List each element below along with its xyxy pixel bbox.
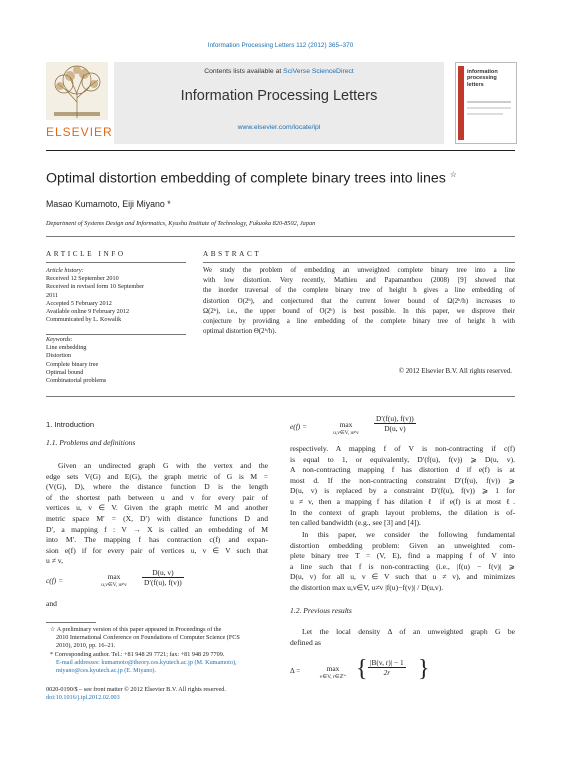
brace-open: { (356, 656, 368, 682)
keyword-item: Combinatorial problems (46, 377, 107, 385)
text-line: defined as (290, 637, 321, 647)
affiliation: Department of Systems Design and Informatics, Kyushu Institute of Technology, Fukuoka 820-8502, Japan (46, 220, 316, 227)
formula-delta-denominator: 2r (383, 668, 391, 677)
definitions-paragraph (290, 444, 515, 529)
abstract-line: Ω(2ʰ), i.e., the upper bound of O(2ʰ) is best possible. In this paper, we disprove their (203, 307, 515, 315)
text-line: (V(G), D), where the distance function D is the length (46, 482, 268, 492)
formula-contraction (46, 570, 268, 596)
history-line: Received 12 September 2010 (46, 275, 119, 283)
copyright: © 2012 Elsevier B.V. All rights reserved. (398, 368, 512, 375)
text-line: ten called bandwidth (e.g., see [3] and [4]). (290, 518, 421, 528)
text-line: plete binary tree T = (V, E), find a mapping f of V into (290, 551, 515, 561)
formula-delta-max: max (326, 664, 340, 673)
text-line: u ≠ v, then a mapping f has dilation ℓ if e(f) is at most ℓ. (290, 496, 515, 506)
text-line: sion e(f) if for every pair of vertices u, v ∈ V such that (46, 545, 268, 555)
header-rule (46, 150, 515, 151)
formula-local-density (290, 654, 515, 688)
keyword-item: Complete binary tree (46, 360, 99, 368)
journal-title: Information Processing Letters (180, 88, 378, 104)
formula-delta-numerator: |B(v, r)| − 1 (370, 658, 404, 667)
history-line: Communicated by L. Kowalik (46, 316, 122, 324)
formula-expansion (290, 414, 515, 442)
footnote-line: ☆ A preliminary version of this paper appeared in Proceedings of the (50, 626, 222, 633)
journal-cover (455, 62, 517, 144)
history-label: Article history: (46, 267, 84, 274)
text-line: is equal to 1, or equivalently, D′(f(u), f(v)) ⩾ D(u, v). (290, 454, 515, 464)
problem-paragraph (290, 530, 515, 594)
elsevier-logo (46, 62, 113, 139)
formula-e-denominator: D(u, v) (384, 424, 406, 433)
abstract-line: optimal distortion Θ(2ʰ/h). (203, 328, 277, 336)
keyword-item: Optimal bound (46, 368, 84, 376)
footnotes (46, 626, 270, 675)
formula-c-sub: u,v∈V, u≠v (101, 582, 127, 588)
text-line: D(u, v) is replaced by a constraint D′(f(u), f(v)) ⩾ 1 for (290, 486, 515, 496)
article-history (46, 267, 191, 324)
formula-c-lhs: c(f) = (46, 576, 64, 585)
text-line: Let the local density Δ of an unweighted graph G be (302, 627, 515, 636)
text-line: D′, a mapping f : V → X is called an embedding of M (46, 524, 268, 534)
title-footnote-star[interactable]: ☆ (449, 170, 457, 179)
footnote-line: 2010), 2010, pp. 16–21. (56, 642, 116, 650)
text-line: a line such that f is non-contracting (i.e., |f(u) − f(v)| ⩾ (290, 561, 515, 571)
text-line: In this paper, we consider the following fundamental (302, 530, 515, 539)
and-text: and (46, 599, 57, 608)
history-line: Accepted 5 February 2012 (46, 299, 112, 307)
text-line: of the shortest path between u and v for every pair of (46, 492, 268, 502)
formula-e-max: max (339, 420, 353, 429)
text-line: respectively. A mapping f of V is non-contracting if c(f) (290, 444, 515, 453)
keywords (46, 336, 191, 385)
formula-delta-lhs: Δ = (290, 666, 301, 675)
abstract-line: conjecture by providing a line embedding of the complete binary tree of height h with (203, 318, 515, 326)
issn-line: 0020-0190/$ – see front matter © 2012 Elsevier B.V. All rights reserved. (46, 686, 226, 693)
text-line: vertices u, v ∈ V. Given the graph metric M and another (46, 503, 268, 513)
abstract-rule (203, 262, 515, 263)
history-line: Available online 9 February 2012 (46, 308, 130, 316)
history-line: Received in revised form 10 September (46, 283, 145, 291)
abstract-line: with low distortion. Very recently, Mathieu and Papamanthou (2008) [9] showed that (203, 277, 515, 285)
keyword-item: Distortion (46, 352, 72, 360)
affiliation-rule (46, 236, 515, 237)
formula-c-numerator: D(u, v) (142, 568, 184, 578)
formula-c-denominator: D′(f(u), f(v)) (144, 578, 182, 587)
intro-paragraph (46, 461, 268, 567)
formula-delta-sub: v∈V, r∈ℤ⁺ (319, 674, 347, 680)
density-paragraph (290, 627, 515, 648)
history-line: 2011 (46, 291, 59, 299)
text-line: In the context of graph layout problems, the dilation is of- (290, 507, 515, 517)
formula-e-numerator: D′(f(u), f(v)) (376, 414, 414, 423)
text-line: edge sets V(G) and E(G), the graph metric of G is M = (46, 471, 268, 481)
abstract-line: We study the problem of embedding an unweighted complete binary tree into a line (203, 267, 515, 274)
text-line: D(u, v) for all u, v ∈ V such that u ≠ v), and minimizes (290, 572, 515, 582)
footnote-line: miyano@ces.kyutech.ac.jp (E. Miyano). (56, 667, 157, 675)
doi-link[interactable]: doi:10.1016/j.ipl.2012.02.003 (46, 694, 120, 701)
section-1-title: 1. Introduction (46, 420, 95, 429)
text-line: A non-contracting mapping f has distortion d if e(f) is at (290, 465, 515, 475)
formula-c-max: max (107, 572, 121, 581)
footnote-rule (46, 622, 96, 623)
article-info-heading: ARTICLE INFO (46, 250, 126, 258)
contents-line: Contents lists available at SciVerse ScienceDirect (204, 68, 354, 75)
abstract-text (203, 266, 515, 337)
elsevier-tree-icon (46, 62, 108, 120)
brace-close: } (418, 656, 430, 682)
sciencedirect-link[interactable]: SciVerse ScienceDirect (283, 68, 354, 75)
keywords-label: Keywords: (46, 336, 73, 343)
body-rule (46, 396, 515, 397)
history-rule (46, 334, 186, 335)
text-line: into M′. The mapping f has contraction c(f) and expan- (46, 535, 268, 545)
footnote-line: * Corresponding author. Tel.: +81 948 29 7721; fax: +81 948 29 7709. (50, 650, 225, 658)
text-line: u ≠ v, (46, 556, 63, 566)
footnote-line: E-mail addresses: kumamoto@theory.ces.kyutech.ac.jp (M. Kumamoto), (56, 658, 237, 666)
article-title: Optimal distortion embedding of complete binary trees into lines ☆ (46, 170, 457, 187)
text-line: most d. If the non-contracting constraint D′(f(u), f(v)) ⩾ (290, 475, 515, 485)
text-line: the distortion max u,v∈V, u≠v |f(u)−f(v)| / D(u,v). (290, 582, 444, 592)
journal-url[interactable]: www.elsevier.com/locate/ipl (237, 124, 321, 131)
subsection-1-2-title: 1.2. Previous results (290, 606, 352, 615)
authors: Masao Kumamoto, Eiji Miyano * (46, 199, 171, 209)
text-line: metric space M′ = (X, D′) with distance functions D and (46, 513, 268, 523)
text-line: distortion embedding problem: Given an unweighted com- (290, 540, 515, 550)
keyword-item: Line embedding (46, 344, 87, 352)
text-line: Given an undirected graph G with the vertex and the (58, 461, 268, 470)
elsevier-wordmark: ELSEVIER (46, 125, 113, 139)
abstract-heading: ABSTRACT (203, 250, 262, 258)
cover-title: information processing letters (467, 69, 498, 88)
journal-citation[interactable]: Information Processing Letters 112 (2012) 365–370 (207, 42, 354, 49)
formula-e-lhs: e(f) = (290, 422, 308, 431)
info-rule (46, 262, 186, 263)
formula-e-sub: u,v∈V, u≠v (333, 430, 359, 436)
abstract-line: the inorder traversal of the complete binary tree of height h gives a line embedding of (203, 287, 515, 295)
subsection-1-1-title: 1.1. Problems and definitions (46, 438, 136, 447)
abstract-line: distortion O(2ʰ), and conjectured that the current lower bound of Ω(2ʰ/h) increases to (203, 297, 515, 305)
footnote-line: 2010 International Conference on Foundations of Computer Science (FCS (56, 634, 240, 642)
